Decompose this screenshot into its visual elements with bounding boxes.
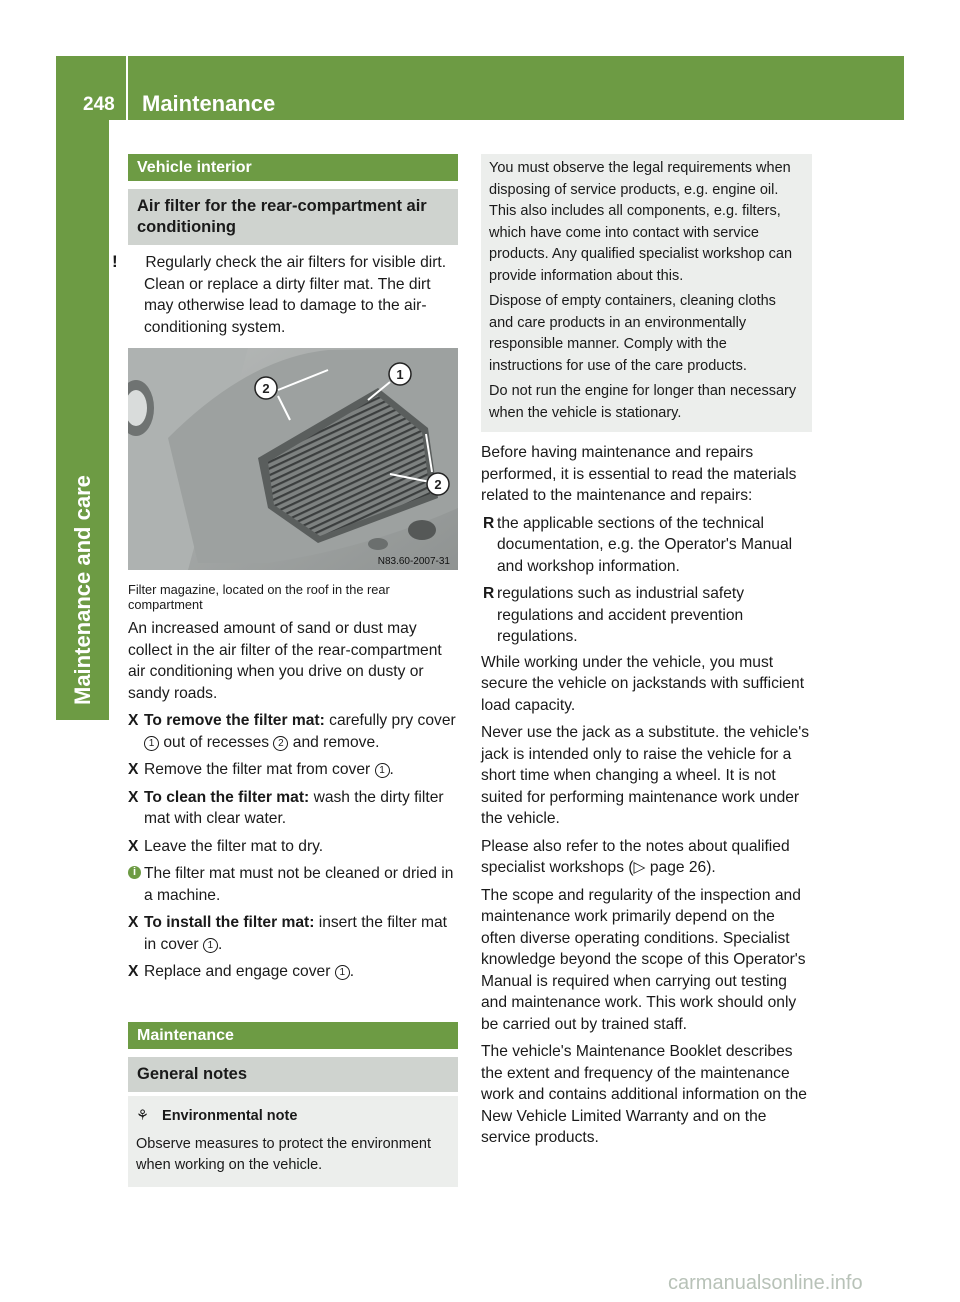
step-replace-cover — [128, 961, 458, 983]
step-text: Remove the filter mat from cover — [144, 761, 371, 778]
filter-illustration — [128, 348, 458, 570]
step-text: . — [349, 963, 355, 980]
callout-ref-2: 2 — [273, 736, 288, 751]
step-text: carefully pry cover — [329, 712, 456, 729]
callout-1-label: 1 — [396, 367, 404, 382]
env-title: Environmental note — [162, 1108, 298, 1124]
callout-ref-1: 1 — [144, 736, 159, 751]
bullet-marker: R — [483, 585, 495, 602]
callout-ref-1: 1 — [335, 965, 350, 980]
step-marker: X — [128, 963, 139, 980]
step-marker: X — [128, 914, 139, 931]
environment-box — [481, 154, 812, 432]
warning-icon: ! — [112, 252, 118, 271]
warning-text: Regularly check the air filters for visible dirt. Clean or replace a dirty filter mat. The dirt may otherwise lead to damage to the air-conditioning system. — [144, 254, 447, 336]
step-marker: X — [128, 761, 139, 778]
env-heading — [136, 1106, 450, 1128]
step-remove-mat — [128, 759, 458, 781]
left-column-lower — [128, 1022, 458, 1187]
left-column — [112, 154, 458, 985]
step-install-filter — [128, 912, 458, 955]
section-heading-vehicle-interior: Vehicle interior — [128, 154, 458, 181]
info-icon: i — [128, 866, 141, 879]
header-divider — [126, 56, 128, 120]
step-title: To install the filter mat: — [144, 914, 315, 931]
subheading-general-notes: General notes — [128, 1057, 458, 1092]
chapter-tab — [56, 120, 109, 720]
list-item — [481, 583, 812, 648]
step-dry — [128, 836, 458, 858]
page-number: 248 — [83, 94, 115, 115]
environmental-note — [128, 1096, 458, 1187]
workshop-reference-link[interactable]: Please also refer to the notes about qualified specialist workshops (▷ page 26). — [481, 837, 790, 876]
step-text: Leave the filter mat to dry. — [144, 837, 324, 855]
watermark: carmanualsonline.info — [668, 1272, 863, 1294]
bullet-marker: R — [483, 514, 495, 532]
step-title: To clean the filter mat: — [144, 788, 310, 806]
paragraph-booklet: The vehicle's Maintenance Booklet describes the extent and frequency of the maintenance work and contains additional information on the New Vehicle Limited Warranty and on the service products. — [481, 1043, 807, 1146]
step-marker: X — [128, 788, 139, 806]
paragraph-scope: The scope and regularity of the inspection and maintenance work primarily depend on the often diverse operating conditions. Specialist knowledge beyond the scope of this Operator's Manual is required when carrying out testing and maintenance work. This work should only be carried out by trained staff. — [481, 886, 806, 1033]
chapter-label: Maintenance and care — [70, 475, 95, 705]
list-item-text: regulations such as industrial safety regulations and accident prevention regulations. — [497, 585, 745, 645]
paragraph-jack: Never use the jack as a substitute. the vehicle's jack is intended only to raise the vehicle for a short time when changing a wheel. It is not suited for performing maintenance work under the vehicle. — [481, 724, 810, 827]
section-heading-maintenance: Maintenance — [128, 1022, 458, 1049]
filter-figure — [128, 348, 458, 570]
section-title: Maintenance — [142, 91, 276, 116]
list-item-text: the applicable sections of the technical documentation, e.g. the Operator's Manual and workshop information. — [497, 514, 793, 575]
step-title: To remove the filter mat: — [144, 712, 325, 729]
step-clean-filter — [128, 787, 458, 830]
paragraph-workshops — [481, 836, 812, 879]
box-paragraph-1: You must observe the legal requirements when disposing of service products, e.g. engine oil. This also includes all components, e.g. filters, which have come into contact with service products. Any qualified specialist workshop can provide information about this. — [489, 160, 793, 284]
step-marker: X — [128, 712, 139, 729]
box-paragraph-3: Do not run the engine for longer than necessary when the vehicle is stationary. — [489, 383, 797, 421]
subheading-air-filter: Air filter for the rear-compartment air conditioning — [128, 189, 458, 245]
callout-2-bottom-label: 2 — [434, 477, 442, 492]
info-text: The filter mat must not be cleaned or dried in a machine. — [144, 865, 454, 904]
list-item — [481, 513, 812, 578]
paragraph-jackstands: While working under the vehicle, you must secure the vehicle on jackstands with sufficient load capacity. — [481, 653, 805, 714]
step-text: . — [389, 761, 394, 778]
step-text: insert the filter mat in cover — [144, 914, 447, 953]
callout-2-top-label: 2 — [262, 381, 270, 396]
warning-note — [112, 251, 458, 338]
figure-caption: Filter magazine, located on the roof in the rear compartment — [128, 582, 390, 612]
callout-ref-1: 1 — [203, 938, 218, 953]
step-text: and remove. — [292, 733, 380, 751]
step-text: . — [217, 935, 223, 953]
leaf-icon: ⚘ — [136, 1108, 149, 1124]
intro-paragraph: An increased amount of sand or dust may collect in the air filter of the rear-compartment air conditioning when you drive on dusty or sandy roads. — [128, 620, 442, 702]
step-marker: X — [128, 837, 139, 855]
paragraph-before-maintenance: Before having maintenance and repairs performed, it is essential to read the materials related to the maintenance and repairs: — [481, 444, 797, 504]
step-text: wash the dirty filter mat with clear water. — [144, 788, 444, 827]
box-paragraph-2: Dispose of empty containers, cleaning cloths and care products in an environmentally responsible manner. Comply with the instructions for use of the care products. — [489, 293, 776, 374]
step-text: out of recesses — [163, 733, 270, 751]
env-text: Observe measures to protect the environment when working on the vehicle. — [136, 1135, 431, 1173]
step-text: Replace and engage cover — [144, 963, 331, 980]
callout-ref-1: 1 — [375, 763, 390, 778]
step-remove-filter — [128, 710, 458, 753]
figure-code: N83.60-2007-31 — [377, 556, 450, 567]
right-column — [481, 154, 812, 1151]
page-header — [56, 56, 904, 120]
info-note — [128, 863, 458, 906]
